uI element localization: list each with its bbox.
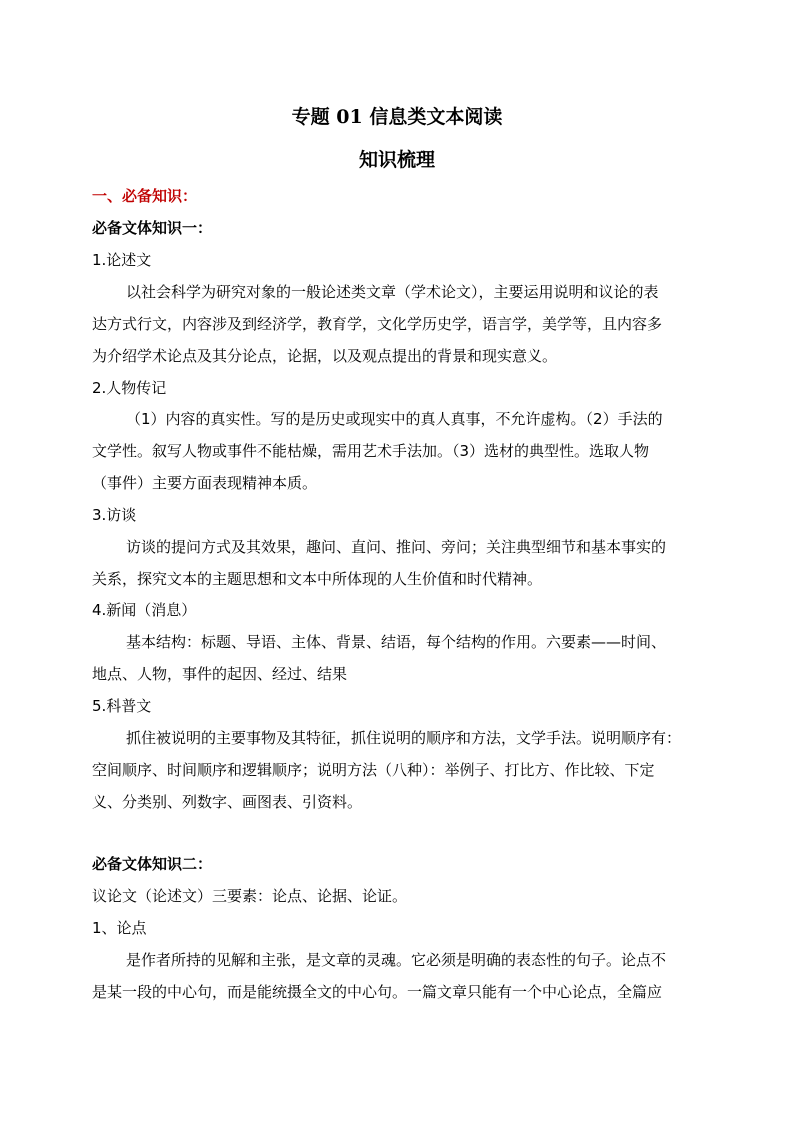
item-label: 4.新闻（消息） (92, 601, 197, 619)
paragraph-line: 义、分类别、列数字、画图表、引资料。 (92, 793, 363, 811)
paragraph-line: 访谈的提问方式及其效果，趣问、直问、推问、旁问；关注典型细节和基本事实的 (126, 538, 667, 556)
paragraph-line: 是作者所持的见解和主张，是文章的灵魂。它必须是明确的表态性的句子。论点不 (126, 951, 667, 969)
paragraph-line: 为介绍学术论点及其分论点，论据，以及观点提出的背景和现实意义。 (92, 347, 558, 365)
knowledge-heading-2: 必备文体知识二： (92, 855, 213, 873)
paragraph-line: （1）内容的真实性。写的是历史或现实中的真人真事，不允许虚构。（2）手法的 (126, 410, 663, 428)
paragraph-line: 关系，探究文本的主题思想和文本中所体现的人生价值和时代精神。 (92, 570, 543, 588)
argument-intro: 议论文（论述文）三要素：论点、论据、论证。 (92, 887, 408, 905)
paragraph-line: 以社会科学为研究对象的一般论述类文章（学术论文），主要运用说明和议论的表 (126, 283, 659, 301)
paragraph-line: 抓住被说明的主要事物及其特征，抓住说明的顺序和方法，文学手法。说明顺序有： (126, 729, 682, 747)
paragraph-line: （事件）主要方面表现精神本质。 (92, 474, 318, 492)
paragraph-line: 地点、人物，事件的起因、经过、结果 (92, 665, 348, 683)
item-label: 5.科普文 (92, 697, 152, 715)
paragraph-line: 基本结构：标题、导语、主体、背景、结语，每个结构的作用。六要素——时间、 (126, 633, 667, 651)
paragraph-line: 文学性。叙写人物或事件不能枯燥，需用艺术手法加。（3）选材的典型性。选取人物 (92, 442, 650, 460)
item-label: 3.访谈 (92, 506, 137, 524)
paragraph-line: 达方式行文，内容涉及到经济学，教育学，文化学历史学，语言学，美学等，且内容多 (92, 315, 663, 333)
knowledge-heading-1: 必备文体知识一： (92, 219, 213, 237)
document-title: 专题 01 信息类文本阅读 (291, 106, 503, 128)
paragraph-line: 是某一段的中心句，而是能统摄全文的中心句。一篇文章只能有一个中心论点，全篇应 (92, 983, 663, 1001)
section-heading: 一、必备知识： (92, 187, 198, 205)
paragraph-line: 空间顺序、时间顺序和逻辑顺序；说明方法（八种）：举例子、打比方、作比较、下定 (92, 761, 655, 779)
point-label: 1、论点 (92, 919, 147, 937)
document-subtitle: 知识梳理 (358, 149, 435, 171)
item-label: 1.论述文 (92, 251, 152, 269)
item-label: 2.人物传记 (92, 379, 167, 397)
